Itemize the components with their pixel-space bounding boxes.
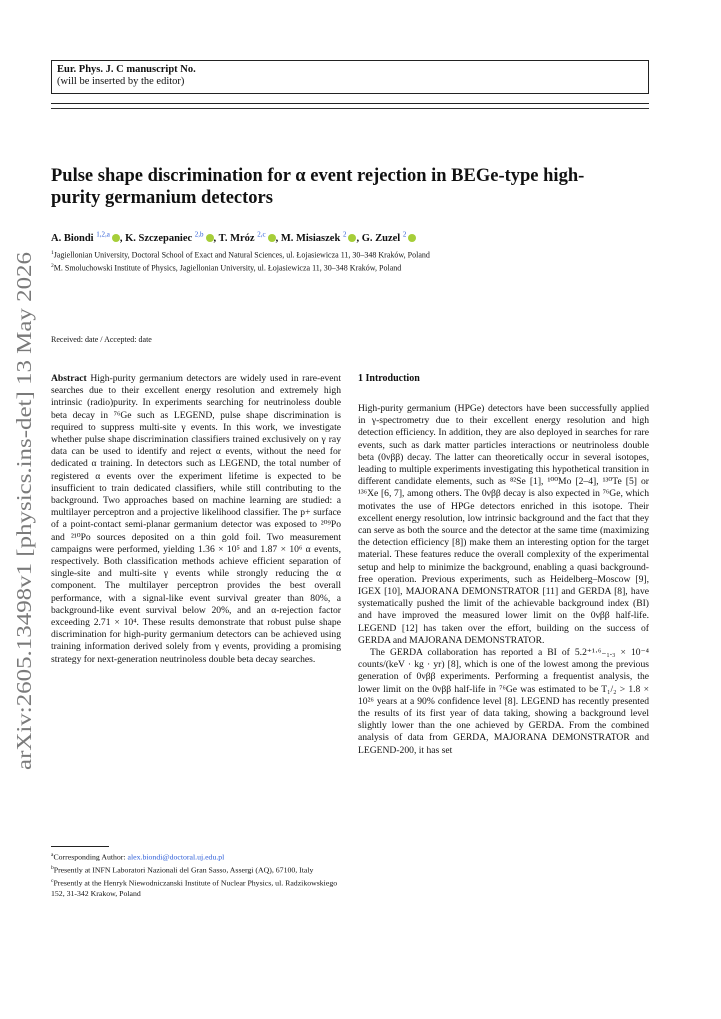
orcid-icon[interactable] <box>268 234 276 242</box>
journal-name: Eur. Phys. J. C manuscript No. <box>57 64 196 75</box>
arxiv-stamp-text: arXiv:2605.13498v1 [physics.ins-det] 13 May 2026 <box>12 333 36 770</box>
affiliation: $^1$Jagiellonian University, Doctoral School of Exact and Natural Sciences, ul. Łojasiewicza 11, 30–348 Kraków, Poland <box>51 250 430 260</box>
arxiv-stamp <box>2 250 42 770</box>
abstract-heading: Abstract <box>51 373 87 384</box>
journal-header-box <box>51 60 649 94</box>
author: G. Zuzel $^2$ <box>362 233 417 244</box>
author: K. Szczepaniec $^{2,b}$ , <box>125 230 217 244</box>
introduction-body <box>358 403 649 757</box>
author: T. Mróz $^{2,c}$ , <box>218 230 279 244</box>
footnote: $^b$Presently at INFN Laboratori Nazionali del Gran Sasso, Assergi (AQ), 67100, Italy <box>51 865 314 875</box>
orcid-icon[interactable] <box>112 234 120 242</box>
orcid-icon[interactable] <box>408 234 416 242</box>
journal-note: (will be inserted by the editor) <box>57 76 185 87</box>
footnote: $^c$Presently at the Henryk Niewodniczanski Institute of Nuclear Physics, ul. Radzikowskiego 152, 31-342 Krakow, Poland <box>51 878 338 899</box>
received-date: Received: date / Accepted: date <box>51 335 152 344</box>
header-rule-top <box>51 103 649 104</box>
footnote: $^a$Corresponding Author: alex.biondi@doctoral.uj.edu.pl <box>51 852 225 862</box>
paper-title: Pulse shape discrimination for α event rejection in BEGe-type high-purity germanium detectors <box>51 166 585 208</box>
affiliation: $^2$M. Smoluchowski Institute of Physics, Jagiellonian University, ul. Łojasiewicza 11, 30–348 Kraków, Poland <box>51 262 402 273</box>
paragraph: The GERDA collaboration has reported a BI of 5.2⁺¹·⁶₋₁.₃ × 10⁻⁴ counts/(keV · kg · yr) [8], which is one of the lowest among the previous generation of 0νββ experiments. Performing a frequentist analysis, the lower limit on the 0νββ half-life in ⁷⁶Ge was estimated to be T₁/₂ > 1.8 × 10²⁶ years at a 90% confidence level [8]. LEGEND has recently presented the results of its first year of data taking, showing a background level slightly lower than the one achieved by GERDA. From the combined analysis of data from GERDA, MAJORANA DEMONSTRATOR and LEGEND-200, it has set <box>358 647 649 756</box>
abstract <box>51 373 341 666</box>
email-link[interactable]: alex.biondi@doctoral.uj.edu.pl <box>127 852 225 862</box>
paragraph: High-purity germanium (HPGe) detectors have been successfully applied in γ-spectrometry due to their excellent energy resolution and high detection efficiency. In addition, they are also deployed in searches for rare events, such as dark matter particles interactions or neutrinoless double beta (0νββ) decay. The latter can theoretically occur in several isotopes, leading to multiple experiments investigating this hypothetical transition in different candidate elements, such as ⁸²Se [1], ¹⁰⁰Mo [2–4], ¹³⁰Te [5] or ¹³⁶Xe [6, 7], among others. The 0νββ decay is also expected in ⁷⁶Ge, which motivates the use of HPGe detectors enriched in this isotope. Their excellent energy resolution, low intrinsic background and the fact that they can serve as both the source and the detector at the same time (maximizing the detection efficiency [8]) make them an interesting option for the target material. These features reduce the overall complexity of the experimental setup and help to minimize the background, enabling a quasi background-free operation. Previous experiments, such as Heidelberg–Moscow [9], IGEX [10], MAJORANA DEMONSTRATOR [11] and GERDA [8], have systematically pushed the limit of the achievable background index (BI) and have improved the measured lower limit on the 0νββ half-life. LEGEND [12] has taken over the effort, building on the success of GERDA and MAJORANA DEMONSTRATOR. <box>358 403 649 646</box>
orcid-icon[interactable] <box>206 234 214 242</box>
header-rule-bottom <box>51 108 649 109</box>
section-heading-introduction: 1 Introduction <box>358 373 420 384</box>
author: M. Misiaszek $^2$ , <box>280 230 360 244</box>
arxiv-stamp-svg <box>2 250 42 770</box>
abstract-text: High-purity germanium detectors are widely used in rare-event searches due to their excellent energy resolution and extremely high intrinsic (radio)purity. In experiments searching for neutrinoless double beta decay in ⁷⁶Ge such as LEGEND, pulse shape discrimination is required to suppress multi-site γ events. In this work, we investigate whether pulse shape discrimination classifiers trained exclusively on γ ray data can be used to identify and reject α events, without the need for dedicated α training. In detectors such as LEGEND, the total number of registered α events over the experiment lifetime is expected to be insufficient to train dedicated classifiers, while still contributing to the background. Two approaches based on machine learning are studied: a multilayer perceptron and a projective likelihood classifier. The p+ surface of a point-contact semi-planar germanium detector was exposed to ²⁰⁹Po and ²¹⁰Po sources deposited on a thin gold foil. Two measurement campaigns were performed, yielding 1.36 × 10⁵ and 1.87 × 10⁶ α events, respectively. Both classification methods achieve efficient separation of single-site and multi-site γ events while strongly reducing the α component. The multilayer perceptron provides the best overall performance, with a signal-like event survival greater than 80%, a background-like event survival below 20%, and an α-rejection factor exceeding 2.71 × 10⁴. These results demonstrate that robust pulse shape discrimination for high-purity germanium detectors can be achieved using training information derived solely from γ events, providing a promising strategy for next-generation neutrinoless double beta decay searches. <box>51 373 341 665</box>
footnotes <box>51 850 341 900</box>
footnote-rule <box>51 846 109 847</box>
author-list <box>51 228 651 245</box>
affiliations <box>51 248 651 273</box>
author: A. Biondi $^{1,2,a}$ , <box>51 230 123 244</box>
